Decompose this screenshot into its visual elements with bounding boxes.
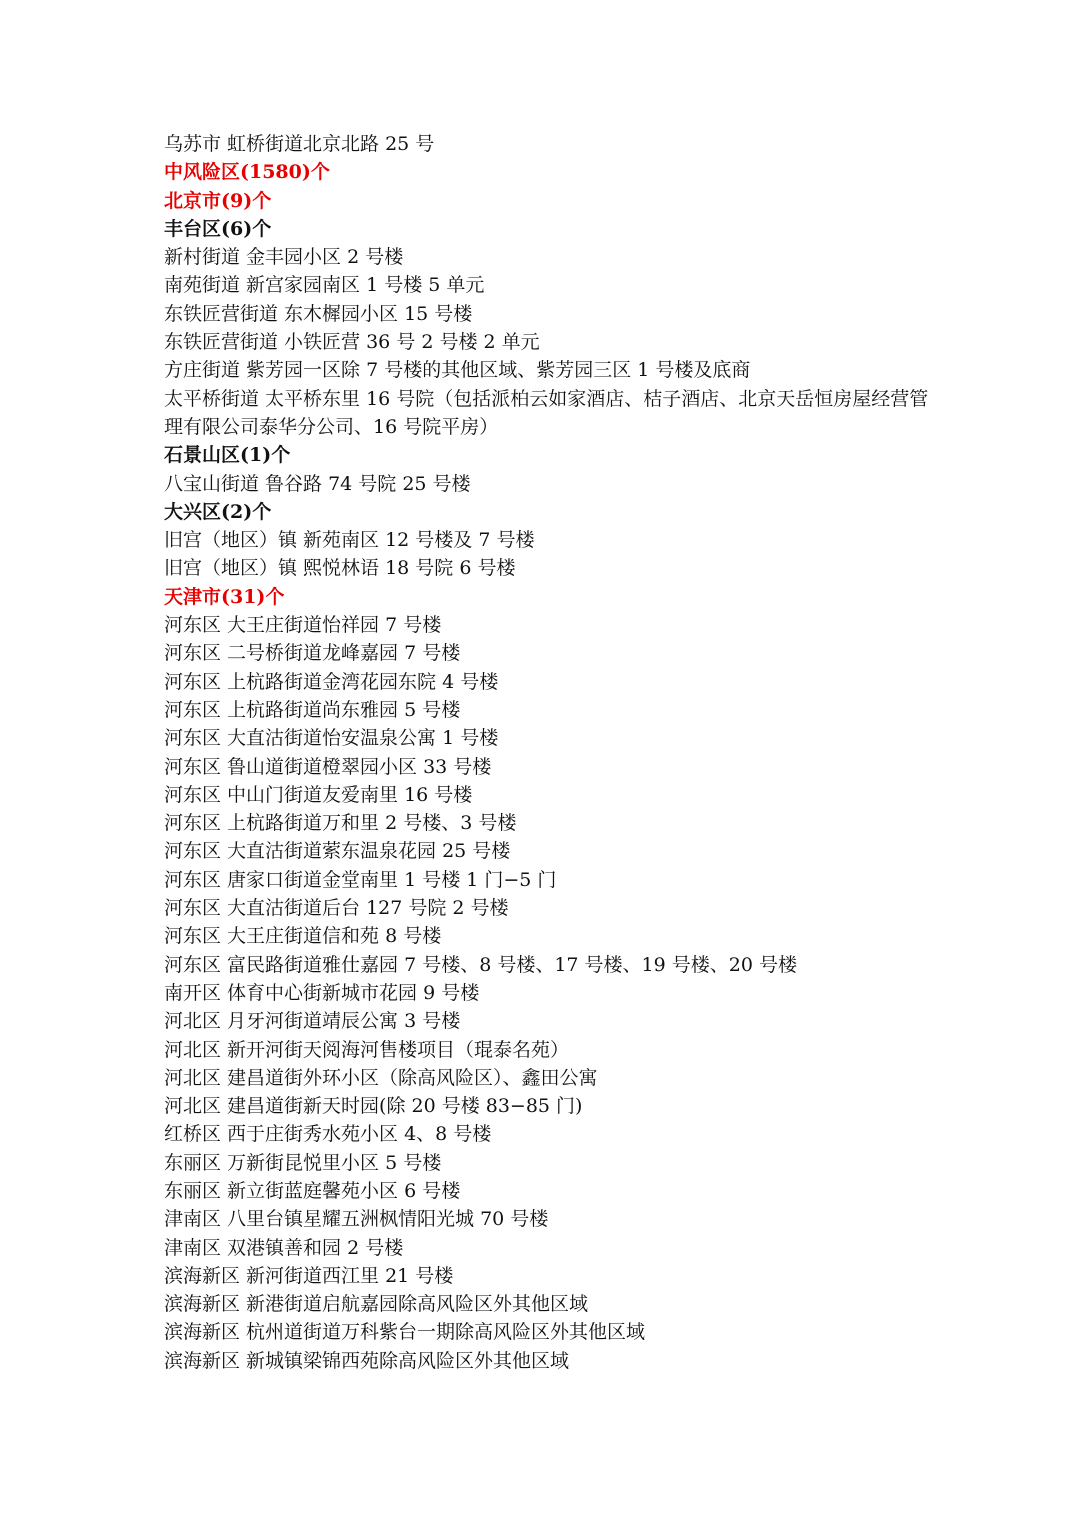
document-body	[164, 130, 954, 1375]
text-line: 八宝山街道 鲁谷路 74 号院 25 号楼	[164, 472, 471, 495]
text-line: 河北区 新开河街天阅海河售楼项目（琨泰名苑）	[164, 1038, 570, 1061]
text-line: 滨海新区 新港街道启航嘉园除高风险区外其他区域	[164, 1293, 589, 1316]
text-line: 滨海新区 新城镇梁锦西苑除高风险区外其他区域	[164, 1349, 570, 1372]
text-line: 河东区 上杭路街道金湾花园东院 4 号楼	[164, 670, 499, 693]
text-line: 滨海新区 新河街道西江里 21 号楼	[164, 1264, 454, 1287]
text-line: 东丽区 万新街昆悦里小区 5 号楼	[164, 1151, 442, 1174]
text-line: 方庄街道 紫芳园一区除 7 号楼的其他区域、紫芳园三区 1 号楼及底商	[164, 359, 751, 382]
risk-level-heading: 中风险区(1580)个	[164, 161, 330, 184]
text-line: 东铁匠营街道 东木樨园小区 15 号楼	[164, 302, 473, 325]
text-line: 河东区 大直沽街道后台 127 号院 2 号楼	[164, 897, 509, 920]
district-heading: 丰台区(6)个	[164, 217, 272, 240]
text-line: 滨海新区 杭州道街道万科紫台一期除高风险区外其他区域	[164, 1321, 646, 1344]
text-line: 东丽区 新立街蓝庭馨苑小区 6 号楼	[164, 1179, 461, 1202]
text-line: 红桥区 西于庄街秀水苑小区 4、8 号楼	[164, 1123, 492, 1146]
text-line: 河东区 大直沽街道萦东温泉花园 25 号楼	[164, 840, 511, 863]
text-line: 新村街道 金丰园小区 2 号楼	[164, 246, 404, 269]
text-line: 旧宫（地区）镇 熙悦林语 18 号院 6 号楼	[164, 557, 516, 580]
text-line: 东铁匠营街道 小铁匠营 36 号 2 号楼 2 单元	[164, 331, 540, 354]
text-line: 乌苏市 虹桥街道北京北路 25 号	[164, 133, 435, 155]
city-heading: 天津市(31)个	[164, 585, 285, 608]
text-line: 河东区 大王庄街道怡祥园 7 号楼	[164, 614, 442, 637]
text-line: 旧宫（地区）镇 新苑南区 12 号楼及 7 号楼	[164, 529, 535, 552]
city-heading: 北京市(9)个	[164, 189, 272, 212]
district-heading: 石景山区(1)个	[164, 444, 291, 467]
text-line: 河东区 二号桥街道龙峰嘉园 7 号楼	[164, 642, 461, 665]
text-line: 河东区 富民路街道雅仕嘉园 7 号楼、8 号楼、17 号楼、19 号楼、20 号楼	[164, 953, 797, 976]
text-line: 津南区 八里台镇星耀五洲枫情阳光城 70 号楼	[164, 1208, 549, 1231]
text-line: 河东区 大直沽街道怡安温泉公寓 1 号楼	[164, 727, 499, 750]
text-line: 河东区 上杭路街道尚东雅园 5 号楼	[164, 698, 461, 721]
text-line: 河东区 鲁山道街道橙翠园小区 33 号楼	[164, 755, 492, 778]
district-heading: 大兴区(2)个	[164, 500, 272, 523]
text-line: 河东区 中山门街道友爱南里 16 号楼	[164, 783, 473, 806]
text-line: 河东区 上杭路街道万和里 2 号楼、3 号楼	[164, 812, 517, 835]
text-line: 河北区 月牙河街道靖辰公寓 3 号楼	[164, 1010, 461, 1033]
text-line: 河北区 建昌道街外环小区（除高风险区）、鑫田公寓	[164, 1066, 598, 1089]
text-line: 太平桥街道 太平桥东里 16 号院（包括派柏云如家酒店、桔子酒店、北京天岳恒房屋经营管理有限公司泰华分公司、16 号院平房）	[164, 387, 929, 438]
text-line: 南苑街道 新宫家园南区 1 号楼 5 单元	[164, 274, 485, 297]
text-line: 河东区 大王庄街道信和苑 8 号楼	[164, 925, 442, 948]
text-line: 南开区 体育中心街新城市花园 9 号楼	[164, 981, 480, 1004]
text-line: 津南区 双港镇善和园 2 号楼	[164, 1236, 404, 1259]
text-line: 河东区 唐家口街道金堂南里 1 号楼 1 门−5 门	[164, 868, 557, 891]
text-line: 河北区 建昌道街新天时园(除 20 号楼 83−85 门)	[164, 1095, 583, 1118]
